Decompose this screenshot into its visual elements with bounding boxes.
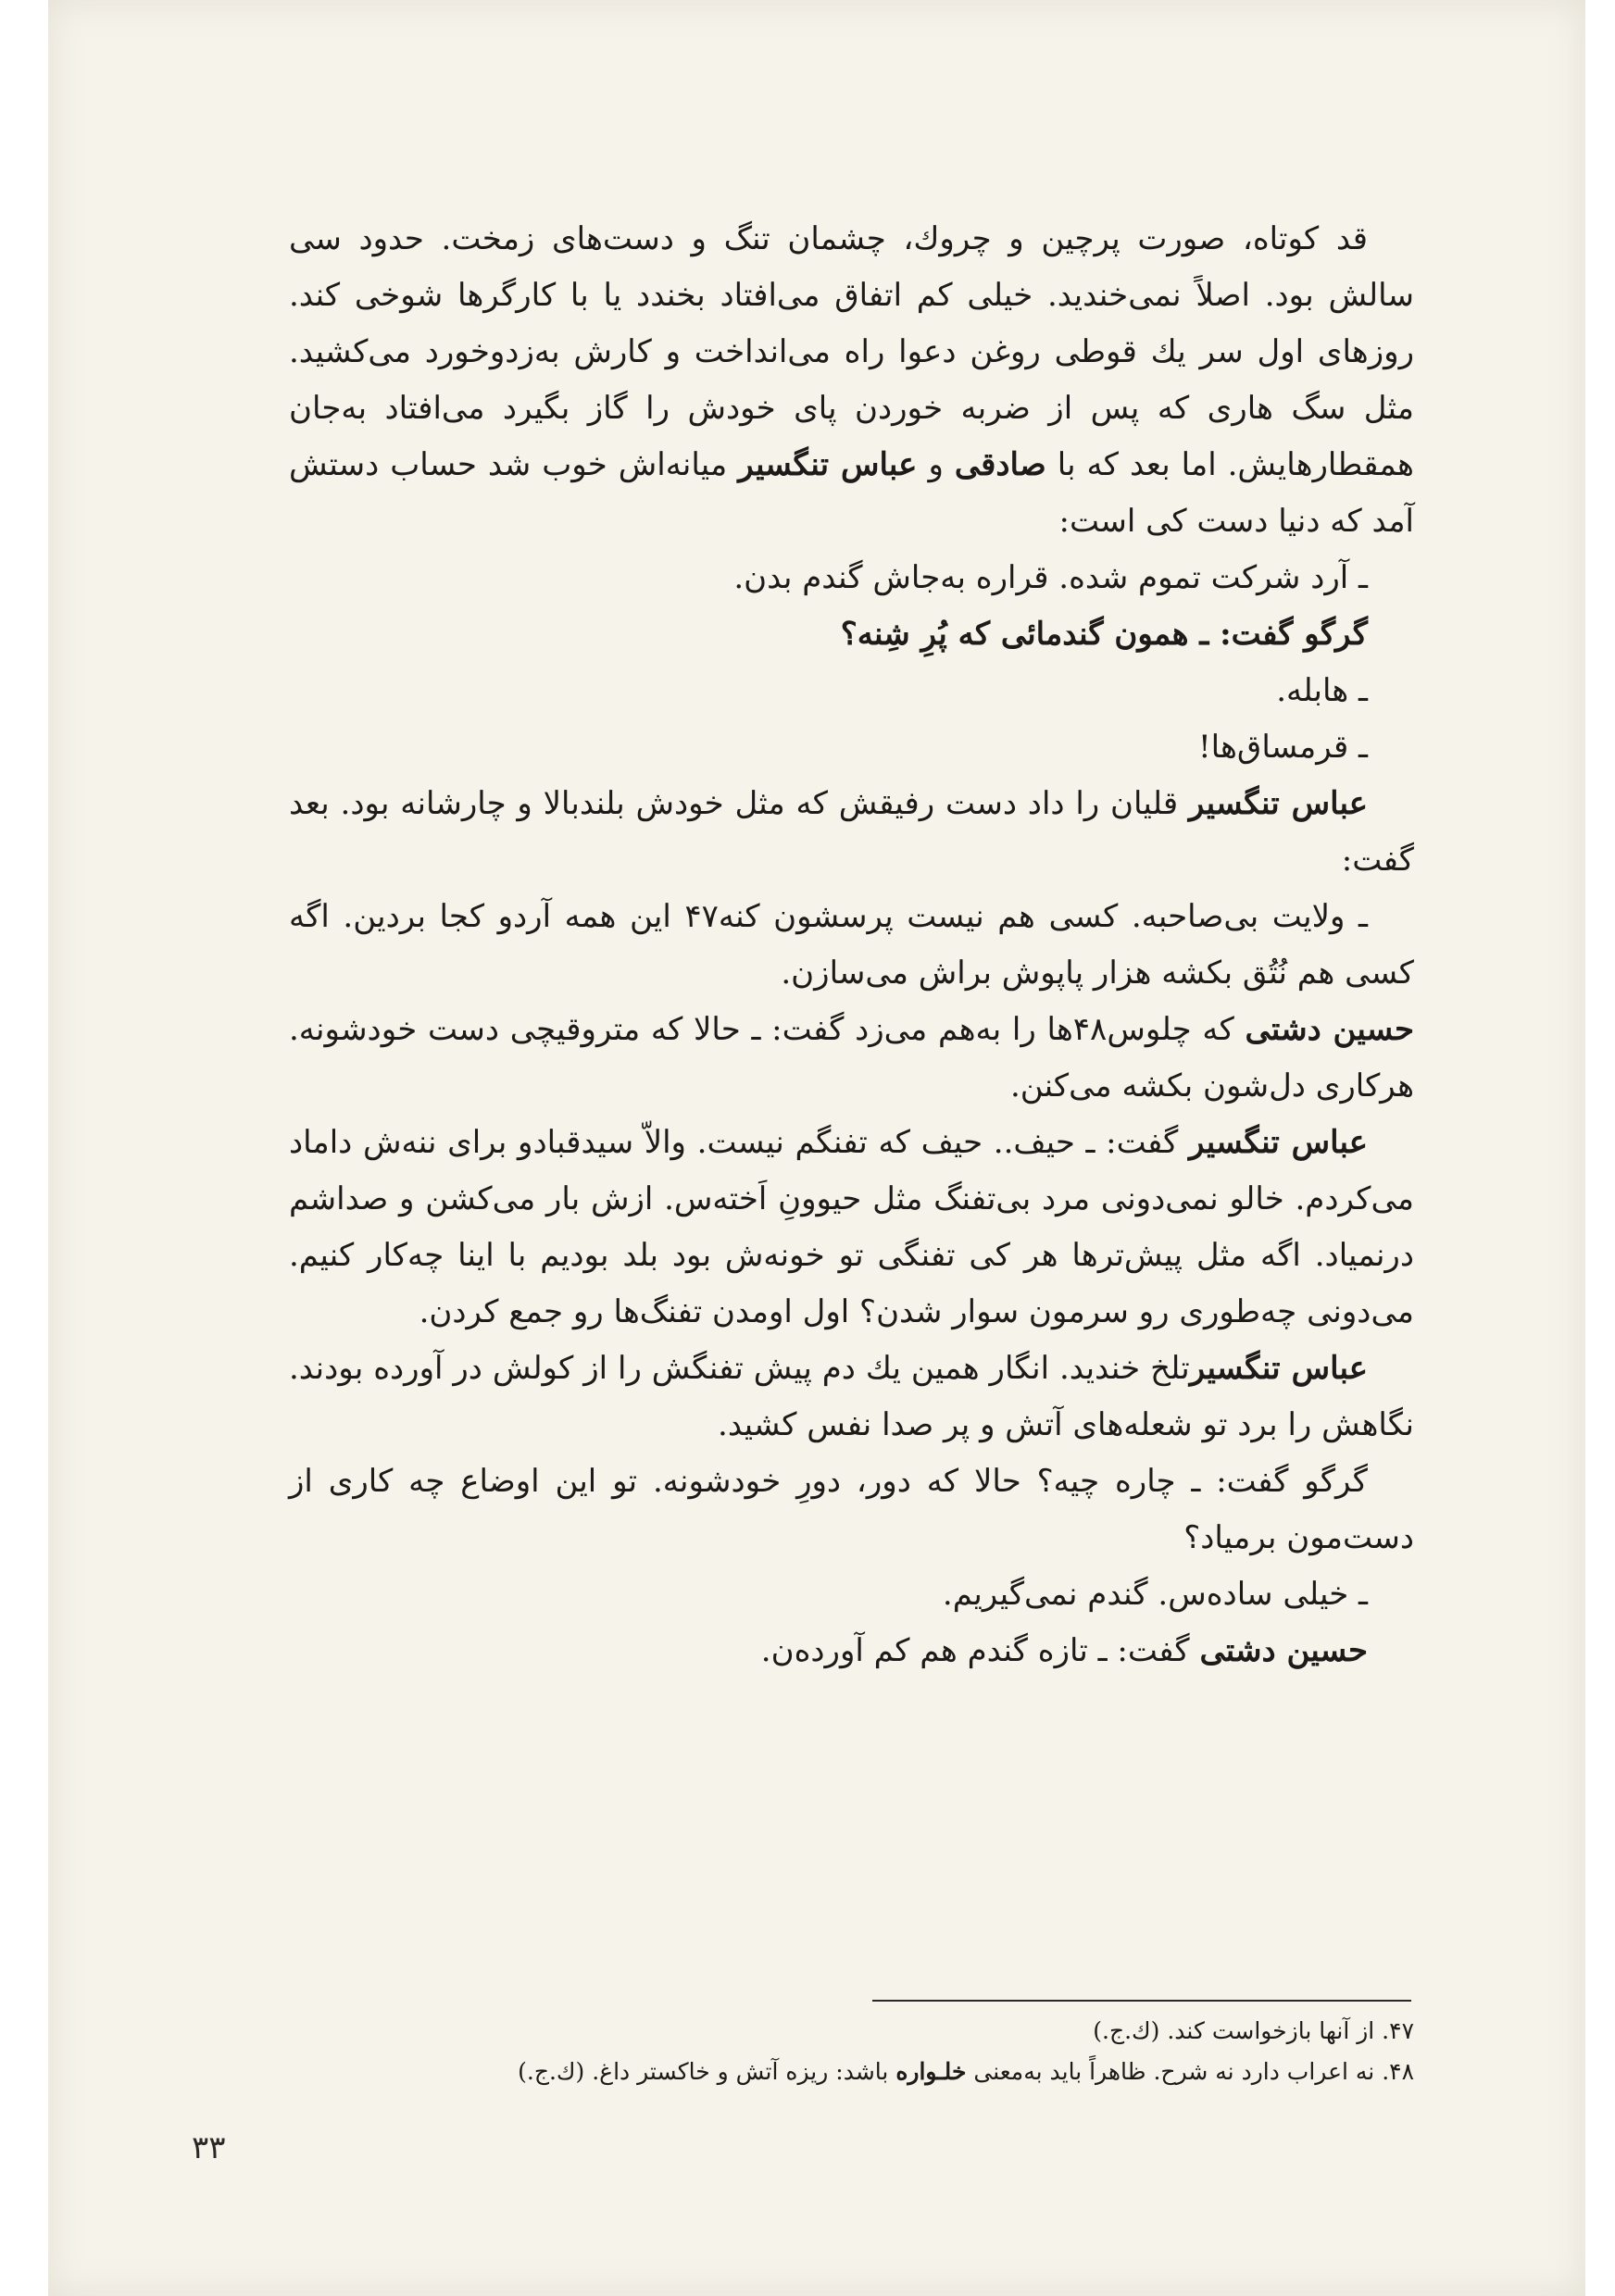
- page-number: ۳۳: [192, 2129, 226, 2166]
- footnote-48: [289, 2052, 1414, 2092]
- speaker-name: عباس تنگسیر: [1189, 1124, 1369, 1161]
- footnote-divider: [872, 2000, 1411, 2002]
- dialogue-line: [289, 606, 1414, 663]
- dialogue-gorgo: گرگو گفت: ـ همون گندمائی که پُرِ شِنه؟: [840, 616, 1368, 653]
- footnote-48-term: خلـواره: [895, 2058, 967, 2085]
- name-abbas-tangsir: عباس تنگسیر: [738, 446, 918, 483]
- speaker-name: عباس تنگسیر: [1188, 785, 1369, 822]
- paragraph-7: [289, 1623, 1414, 1679]
- paragraph-6: گرگو گفت: ـ چاره چیه؟ حالا که دور، دورِ خودشونه. تو این اوضاع چه کاری از دست‌مون برمیاد؟: [289, 1463, 1414, 1556]
- paragraph-7-text: گفت: ـ تازه گندم هم کم آورده‌ن.: [760, 1632, 1190, 1669]
- paragraph-3: [289, 1002, 1414, 1115]
- paragraph-5: [289, 1341, 1414, 1454]
- paragraph-4: [289, 1115, 1414, 1341]
- book-page: [48, 0, 1585, 2296]
- dialogue-line: ـ هابله.: [1276, 672, 1368, 709]
- speaker-name: عباس تنگسیر: [1189, 1350, 1368, 1387]
- dialogue-line: ـ آرد شرکت تموم شده. قراره به‌جاش گندم بدن.: [733, 559, 1368, 596]
- paragraph-2-text: قلیان را داد دست رفیقش که مثل خودش بلندبالا و چارشانه بود. بعد گفت:: [289, 785, 1414, 879]
- dialogue-line: ـ قرمساق‌ها!: [1197, 729, 1368, 766]
- footnote-48-definition: باشد: ریزه آتش و خاکستر داغ. (ك.ج.): [518, 2058, 889, 2085]
- dialogue-line: ـ ولایت بی‌صاحبه. کسی هم نیست پرسشون کنه۴۷ این همه آردو کجا بردین. اگه کسی هم نُتُق بکشه هزار پاپوش براش می‌سازن.: [289, 898, 1414, 992]
- body-text: [289, 211, 1414, 1679]
- speaker-name: حسین دشتی: [1199, 1632, 1368, 1669]
- footnote-47: ۴۷. از آنها بازخواست کند. (ك.ج.): [1093, 2017, 1414, 2044]
- name-sadeghi: صادقی: [954, 446, 1046, 483]
- paragraph-3-text: که چلوس۴۸ها را به‌هم می‌زد گفت: ـ حالا که متروقیچی دست خودشونه. هرکاری دل‌شون بکشه می‌کنن.: [289, 1011, 1414, 1104]
- paragraph-1-text: قد کوتاه، صورت پرچین و چروك، چشمان تنگ و دست‌های زمخت. حدود سی سالش بود. اصلاً نمی‌خندید. خیلی کم اتفاق می‌افتاد بخندد یا با کارگرها شوخی کند. روزهای اول سر یك قوطی روغن دعوا راه می‌انداخت و کارش به‌زدوخورد می‌کشید. مثل سگ هاری که پس از ضربه خوردن پای خودش را گاز بگیرد می‌افتاد به‌جان همقطارهایش. اما بعد که با: [289, 220, 1414, 483]
- speaker-name: حسین دشتی: [1245, 1011, 1414, 1048]
- footnote-48-text: ۴۸. نه اعراب دارد نه شرح. ظاهراً باید به‌معنی: [973, 2058, 1414, 2085]
- paragraph-1: [289, 211, 1414, 550]
- dialogue-line: ـ خیلی ساده‌س. گندم نمی‌گیریم.: [942, 1576, 1368, 1613]
- footnotes: [289, 2011, 1414, 2092]
- paragraph-1-conjunction: و: [928, 446, 944, 483]
- paragraph-5-text: تلخ خندید. انگار همین یك دم پیش تفنگش را از کولش در آورده بودند. نگاهش را برد تو شعله‌های آتش و پر صدا نفس کشید.: [289, 1350, 1414, 1443]
- paragraph-2: [289, 776, 1414, 889]
- paragraph-1-end: میانه‌اش خوب شد حساب دستش آمد که دنیا دست کی است:: [289, 446, 1414, 540]
- paragraph-4-text: گفت: ـ حیف.. حیف که تفنگم نیست. والاّ سیدقبادو برای ننه‌ش داماد می‌کردم. خالو نمی‌دونی مرد بی‌تفنگ مثل حیوونِ اَخته‌س. ازش بار می‌کشن و صداشم درنمیاد. اگه مثل پیش‌ترها هر کی تفنگی تو خونه‌ش بود بلد بودیم با اینا چه‌کار کنیم. می‌دونی چه‌طوری رو سرمون سوار شدن؟ اول اومدن تفنگ‌ها رو جمع کردن.: [289, 1124, 1414, 1330]
